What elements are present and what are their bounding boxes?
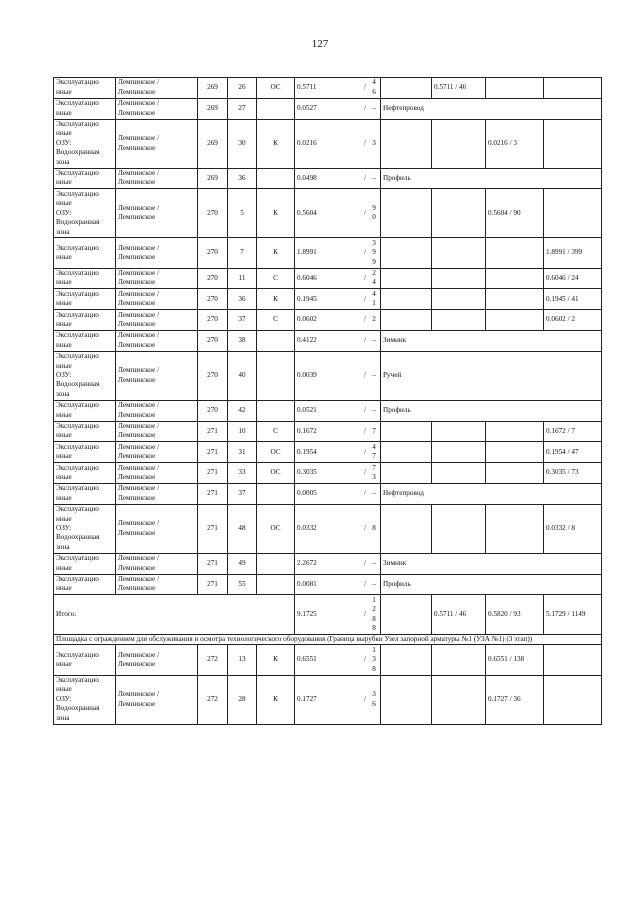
area-cell: 0.0498 / – — [295, 168, 381, 189]
category-cell — [257, 553, 295, 574]
quarter-cell: 271 — [198, 463, 228, 484]
quarter-cell: 270 — [198, 330, 228, 351]
tree-count: – — [372, 371, 376, 380]
table-row — [54, 189, 602, 238]
tree-count: 2 4 — [372, 269, 376, 287]
group-b-cell — [432, 289, 486, 310]
section-number-cell: 38 — [228, 330, 257, 351]
section-number-cell: 10 — [228, 421, 257, 442]
group-b-cell — [432, 675, 486, 724]
tree-count: 3 — [372, 138, 376, 147]
forest-type-cell: Эксплуатацио нные — [54, 98, 116, 119]
section-number-cell: 37 — [228, 310, 257, 331]
forest-type-cell: Эксплуатацио нные — [54, 463, 116, 484]
table-row — [54, 675, 602, 724]
table-row — [54, 463, 602, 484]
group-d-cell — [544, 189, 602, 238]
quarter-cell: 269 — [198, 168, 228, 189]
group-a-cell — [381, 268, 432, 289]
forest-type-cell: Эксплуатацио нные — [54, 442, 116, 463]
area-value: 0.0602 — [297, 315, 317, 324]
area-cell: 2.2672 / – — [295, 553, 381, 574]
area-value: 0.1954 — [297, 447, 317, 456]
group-c-cell: 0.5604 / 90 — [486, 189, 544, 238]
area-cell: 0.0602 / 2 — [295, 310, 381, 331]
category-cell: К — [257, 289, 295, 310]
category-cell: К — [257, 189, 295, 238]
section-number-cell: 28 — [228, 675, 257, 724]
forestry-cell: Лемпинское / Лемпинское — [116, 553, 198, 574]
forestry-cell: Лемпинское / Лемпинское — [116, 168, 198, 189]
table-row — [54, 238, 602, 268]
group-a-cell — [381, 675, 432, 724]
quarter-cell: 270 — [198, 289, 228, 310]
quarter-cell: 269 — [198, 98, 228, 119]
section-number-cell: 5 — [228, 189, 257, 238]
land-use-cell: Профиль — [381, 574, 602, 595]
area-value: 0.0081 — [297, 579, 317, 588]
tree-count: – — [372, 336, 376, 345]
tree-count: – — [372, 173, 376, 182]
quarter-cell: 271 — [198, 574, 228, 595]
group-a-cell — [381, 504, 432, 553]
category-cell: ОС — [257, 504, 295, 553]
group-d-cell: 1.8991 / 399 — [544, 238, 602, 268]
area-value: 0.1945 — [297, 294, 317, 303]
category-cell: К — [257, 645, 295, 675]
category-cell: К — [257, 238, 295, 268]
land-use-cell: Зимник — [381, 330, 602, 351]
group-a-cell — [381, 442, 432, 463]
quarter-cell: 270 — [198, 351, 228, 400]
area-value: 0.6046 — [297, 273, 317, 282]
land-use-cell: Нефтепровод — [381, 483, 602, 504]
area-value: 0.1727 — [297, 694, 317, 703]
table-row — [54, 553, 602, 574]
group-a-cell — [381, 310, 432, 331]
table-row — [54, 574, 602, 595]
section-number-cell: 49 — [228, 553, 257, 574]
forest-type-cell: Эксплуатацио нные — [54, 553, 116, 574]
section-number-cell: 36 — [228, 168, 257, 189]
group-d-cell: 0.6046 / 24 — [544, 268, 602, 289]
group-c-cell: 0.0216 / 3 — [486, 119, 544, 168]
forest-type-cell: Эксплуатацио нные — [54, 268, 116, 289]
group-b-cell — [432, 442, 486, 463]
total-label: Итого: — [54, 595, 295, 635]
forest-type-cell: Эксплуатацио нные — [54, 168, 116, 189]
section-number-cell: 37 — [228, 483, 257, 504]
tree-count: 9 0 — [372, 203, 376, 222]
table-row — [54, 400, 602, 421]
table-row — [54, 351, 602, 400]
section-title: Площадка с ограждением для обслуживания и осмотра технологического оборудования (Граница вырубки Узел запорной арматуры №1 (УЗА №1) (3 этап)) — [54, 634, 602, 644]
area-value: 0.6551 — [297, 655, 317, 664]
tree-count: 1 3 8 — [372, 645, 376, 673]
group-b-cell — [432, 189, 486, 238]
table-row — [54, 119, 602, 168]
forest-type-cell: Эксплуатацио нные — [54, 238, 116, 268]
forest-type-cell: Эксплуатацио нные — [54, 574, 116, 595]
section-number-cell: 55 — [228, 574, 257, 595]
area-cell: 0.5604 / 9 0 — [295, 189, 381, 238]
forestry-cell: Лемпинское / Лемпинское — [116, 574, 198, 595]
forest-plot-table — [53, 77, 602, 725]
forestry-cell: Лемпинское / Лемпинское — [116, 400, 198, 421]
group-c-cell — [486, 504, 544, 553]
group-b-cell — [432, 463, 486, 484]
area-cell: 0.0216 / 3 — [295, 119, 381, 168]
area-value: 0.0498 — [297, 173, 317, 182]
forestry-cell: Лемпинское / Лемпинское — [116, 238, 198, 268]
group-a-cell — [381, 645, 432, 675]
table-row — [54, 268, 602, 289]
quarter-cell: 271 — [198, 553, 228, 574]
group-d-cell — [544, 645, 602, 675]
quarter-cell: 269 — [198, 78, 228, 99]
section-number-cell: 7 — [228, 238, 257, 268]
category-cell: С — [257, 421, 295, 442]
page-number: 127 — [311, 38, 329, 50]
area-value: 0.1672 — [297, 426, 317, 435]
group-d-cell — [544, 119, 602, 168]
total-row — [54, 595, 602, 635]
forest-type-cell: Эксплуатацио нные ОЗУ: Водоохранная зона — [54, 351, 116, 400]
section-number-cell: 31 — [228, 442, 257, 463]
table-row — [54, 504, 602, 553]
section-number-cell: 11 — [228, 268, 257, 289]
forest-type-cell: Эксплуатацио нные — [54, 310, 116, 331]
land-use-cell: Нефтепровод — [381, 98, 602, 119]
forestry-cell: Лемпинское / Лемпинское — [116, 483, 198, 504]
group-a-cell — [381, 463, 432, 484]
area-cell: 0.1954 / 4 7 — [295, 442, 381, 463]
group-b-cell — [432, 421, 486, 442]
group-d-cell — [544, 78, 602, 99]
area-value: 0.3035 — [297, 468, 317, 477]
group-a-cell — [381, 119, 432, 168]
tree-count: 7 — [372, 426, 376, 435]
forestry-cell: Лемпинское / Лемпинское — [116, 330, 198, 351]
group-c-cell — [486, 78, 544, 99]
forestry-cell: Лемпинское / Лемпинское — [116, 504, 198, 553]
area-cell: 0.0332 / 8 — [295, 504, 381, 553]
total-area-cell: 9.1725 / 1 2 8 8 — [295, 595, 381, 635]
forest-type-cell: Эксплуатацио нные ОЗУ: Водоохранная зона — [54, 675, 116, 724]
forestry-cell: Лемпинское / Лемпинское — [116, 463, 198, 484]
forestry-cell: Лемпинское / Лемпинское — [116, 442, 198, 463]
section-number-cell: 33 — [228, 463, 257, 484]
section-number-cell: 13 — [228, 645, 257, 675]
area-value: 0.0039 — [297, 371, 317, 380]
forest-type-cell: Эксплуатацио нные ОЗУ: Водоохранная зона — [54, 504, 116, 553]
forestry-cell: Лемпинское / Лемпинское — [116, 351, 198, 400]
group-c-cell — [486, 238, 544, 268]
category-cell: ОС — [257, 442, 295, 463]
forestry-cell: Лемпинское / Лемпинское — [116, 675, 198, 724]
area-value: 1.8991 — [297, 248, 317, 257]
area-cell: 0.6046 / 2 4 — [295, 268, 381, 289]
group-c-cell — [486, 310, 544, 331]
section-number-cell: 26 — [228, 78, 257, 99]
group-c-cell: 0.6551 / 138 — [486, 645, 544, 675]
tree-count: – — [372, 489, 376, 498]
area-value: 0.0216 — [297, 138, 317, 147]
forest-type-cell: Эксплуатацио нные — [54, 645, 116, 675]
quarter-cell: 271 — [198, 483, 228, 504]
section-number-cell: 42 — [228, 400, 257, 421]
area-cell: 0.0005 / – — [295, 483, 381, 504]
quarter-cell: 272 — [198, 675, 228, 724]
land-use-cell: Зимник — [381, 553, 602, 574]
area-cell: 0.0521 / – — [295, 400, 381, 421]
area-cell: 0.1672 / 7 — [295, 421, 381, 442]
section-number-cell: 27 — [228, 98, 257, 119]
area-value: 0.0332 — [297, 524, 317, 533]
group-a-cell — [381, 421, 432, 442]
category-cell — [257, 574, 295, 595]
group-b-cell — [432, 310, 486, 331]
group-b-cell — [432, 645, 486, 675]
area-cell: 0.0081 / – — [295, 574, 381, 595]
group-d-cell: 0.1954 / 47 — [544, 442, 602, 463]
tree-count: – — [372, 405, 376, 414]
group-b-cell: 0.5711 / 46 — [432, 78, 486, 99]
group-d-cell: 0.0602 / 2 — [544, 310, 602, 331]
forestry-cell: Лемпинское / Лемпинское — [116, 421, 198, 442]
tree-count: 4 6 — [372, 78, 376, 96]
group-d-cell: 0.1672 / 7 — [544, 421, 602, 442]
tree-count: – — [372, 558, 376, 567]
forestry-cell: Лемпинское / Лемпинское — [116, 189, 198, 238]
forest-type-cell: Эксплуатацио нные — [54, 289, 116, 310]
area-cell: 1.8991 / 3 9 9 — [295, 238, 381, 268]
category-cell — [257, 330, 295, 351]
tree-count: – — [372, 103, 376, 112]
tree-count: 4 1 — [372, 289, 376, 308]
group-b-cell — [432, 238, 486, 268]
forestry-cell: Лемпинское / Лемпинское — [116, 119, 198, 168]
table-row — [54, 168, 602, 189]
forest-type-cell: Эксплуатацио нные — [54, 483, 116, 504]
table-row — [54, 289, 602, 310]
forest-type-cell: Эксплуатацио нные — [54, 78, 116, 99]
table-row — [54, 442, 602, 463]
area-value: 0.4122 — [297, 336, 317, 345]
forest-type-cell: Эксплуатацио нные — [54, 330, 116, 351]
category-cell: К — [257, 119, 295, 168]
forest-type-cell: Эксплуатацио нные ОЗУ: Водоохранная зона — [54, 119, 116, 168]
group-c-cell: 0.1727 / 36 — [486, 675, 544, 724]
section-number-cell: 48 — [228, 504, 257, 553]
tree-count: 3 6 — [372, 690, 376, 708]
tree-count: 1 2 8 8 — [372, 595, 376, 633]
group-c-cell — [486, 421, 544, 442]
total-group-b: 0.5711 / 46 — [432, 595, 486, 635]
table-row — [54, 330, 602, 351]
area-cell: 0.1945 / 4 1 — [295, 289, 381, 310]
group-d-cell — [544, 675, 602, 724]
quarter-cell: 269 — [198, 119, 228, 168]
area-cell: 0.6551 / 1 3 8 — [295, 645, 381, 675]
area-value: 9.1725 — [297, 609, 317, 618]
group-c-cell — [486, 442, 544, 463]
table-row — [54, 483, 602, 504]
forestry-cell: Лемпинское / Лемпинское — [116, 268, 198, 289]
area-value: 0.5711 — [297, 83, 317, 92]
quarter-cell: 270 — [198, 310, 228, 331]
category-cell — [257, 98, 295, 119]
category-cell — [257, 168, 295, 189]
section-number-cell: 40 — [228, 351, 257, 400]
quarter-cell: 270 — [198, 268, 228, 289]
total-group-c: 0.5820 / 93 — [486, 595, 544, 635]
forestry-cell: Лемпинское / Лемпинское — [116, 645, 198, 675]
forestry-cell: Лемпинское / Лемпинское — [116, 289, 198, 310]
category-cell: ОС — [257, 78, 295, 99]
quarter-cell: 270 — [198, 189, 228, 238]
section-row — [54, 634, 602, 644]
forest-type-cell: Эксплуатацио нные — [54, 421, 116, 442]
group-c-cell — [486, 463, 544, 484]
area-cell: 0.4122 / – — [295, 330, 381, 351]
tree-count: 8 — [372, 524, 376, 533]
group-a-cell — [381, 238, 432, 268]
tree-count: 2 — [372, 315, 376, 324]
group-b-cell — [432, 119, 486, 168]
category-cell — [257, 483, 295, 504]
category-cell: ОС — [257, 463, 295, 484]
area-cell: 0.1727 / 3 6 — [295, 675, 381, 724]
total-group-d: 5.1729 / 1149 — [544, 595, 602, 635]
land-use-cell: Профиль — [381, 400, 602, 421]
category-cell — [257, 400, 295, 421]
table-row — [54, 310, 602, 331]
group-c-cell — [486, 289, 544, 310]
category-cell: С — [257, 268, 295, 289]
group-c-cell — [486, 268, 544, 289]
area-value: 0.0005 — [297, 489, 317, 498]
total-group-a — [381, 595, 432, 635]
table-row — [54, 98, 602, 119]
quarter-cell: 270 — [198, 238, 228, 268]
quarter-cell: 271 — [198, 442, 228, 463]
quarter-cell: 272 — [198, 645, 228, 675]
area-value: 2.2672 — [297, 558, 317, 567]
table-row — [54, 421, 602, 442]
forestry-cell: Лемпинское / Лемпинское — [116, 78, 198, 99]
group-b-cell — [432, 268, 486, 289]
group-d-cell: 0.1945 / 41 — [544, 289, 602, 310]
group-a-cell — [381, 289, 432, 310]
tree-count: 3 9 9 — [372, 238, 376, 266]
group-d-cell: 0.3035 / 73 — [544, 463, 602, 484]
group-b-cell — [432, 504, 486, 553]
category-cell — [257, 351, 295, 400]
quarter-cell: 271 — [198, 421, 228, 442]
table-row — [54, 645, 602, 675]
forest-type-cell: Эксплуатацио нные ОЗУ: Водоохранная зона — [54, 189, 116, 238]
area-cell: 0.0527 / – — [295, 98, 381, 119]
tree-count: 4 7 — [372, 442, 376, 461]
area-value: 0.0521 — [297, 405, 317, 414]
forest-type-cell: Эксплуатацио нные — [54, 400, 116, 421]
table-row — [54, 78, 602, 99]
area-cell: 0.3035 / 7 3 — [295, 463, 381, 484]
section-number-cell: 30 — [228, 119, 257, 168]
forestry-cell: Лемпинское / Лемпинское — [116, 310, 198, 331]
area-value: 0.5604 — [297, 208, 317, 217]
section-number-cell: 36 — [228, 289, 257, 310]
tree-count: 7 3 — [372, 463, 376, 482]
group-d-cell: 0.0332 / 8 — [544, 504, 602, 553]
forestry-cell: Лемпинское / Лемпинское — [116, 98, 198, 119]
area-cell: 0.5711 / 4 6 — [295, 78, 381, 99]
quarter-cell: 271 — [198, 504, 228, 553]
group-a-cell — [381, 78, 432, 99]
quarter-cell: 270 — [198, 400, 228, 421]
area-value: 0.0527 — [297, 103, 317, 112]
category-cell: К — [257, 675, 295, 724]
tree-count: – — [372, 579, 376, 588]
area-cell: 0.0039 / – — [295, 351, 381, 400]
category-cell: С — [257, 310, 295, 331]
group-a-cell — [381, 189, 432, 238]
land-use-cell: Ручей — [381, 351, 602, 400]
land-use-cell: Профиль — [381, 168, 602, 189]
